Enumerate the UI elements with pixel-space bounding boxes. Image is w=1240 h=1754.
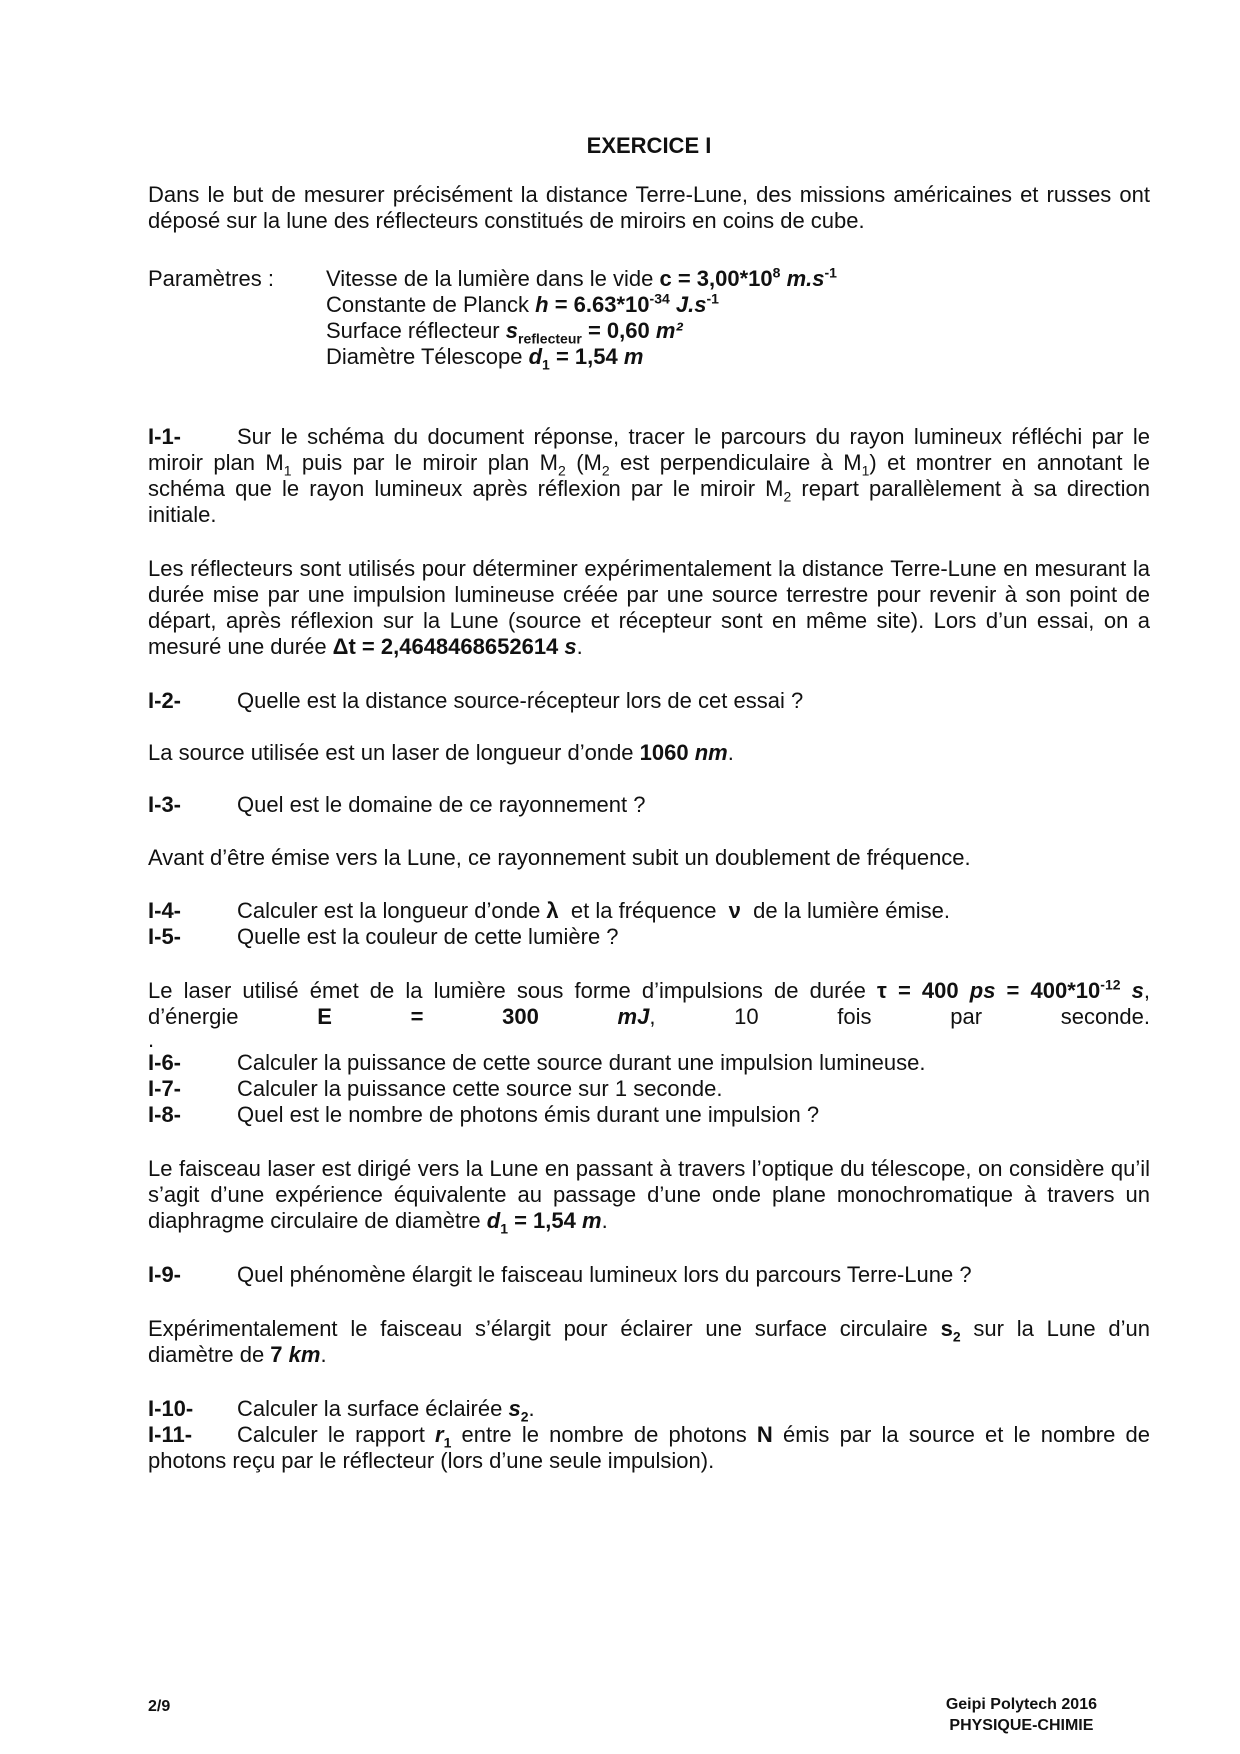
beam-paragraph: Le faisceau laser est dirigé vers la Lune en passant à travers l’optique du télescope, on considère qu’il s’agit d’une expérience équivalente au passage d’une onde plane monochromatique à travers un diaphragme circulaire de diamètre $d_1 = 1,54$ m. <box>148 1156 1150 1237</box>
question-i2: I-2- Quelle est la distance source-récepteur lors de cet essai ? <box>148 688 804 713</box>
stray-dot: . <box>148 1027 155 1052</box>
doubling-paragraph: Avant d’être émise vers la Lune, ce rayonnement subit un doublement de fréquence. <box>148 845 971 870</box>
param-surface: Surface réflecteur $s_{reflecteur} = 0,60$ m² <box>326 318 683 347</box>
laser-paragraph: La source utilisée est un laser de longueur d’onde 1060 nm. <box>148 740 734 765</box>
question-i4: I-4- Calculer est la longueur d’onde λ et la fréquence ν de la lumière émise. <box>148 898 951 923</box>
pulse-paragraph: Le laser utilisé émet de la lumière sous forme d’impulsions de durée τ = 400 ps = $400*10^{-12}$ s, d’énergie E = 300 mJ, 10 fois par seconde. <box>148 976 1150 1029</box>
params-list <box>326 264 837 373</box>
param-speed: Vitesse de la lumière dans le vide $c = 3,00*10^8$ $m.s^{-1}$ <box>326 264 837 291</box>
question-i1: I-1- Sur le schéma du document réponse, tracer le parcours du rayon lumineux réfléchi par le miroir plan $M_1$ puis par le miroir plan $M_2$ ($M_2$ est perpendiculaire à $M_1$) et montrer en annotant le schéma que le rayon lumineux après réflexion par le miroir $M_2$ repart parallèlement à sa direction initiale. <box>148 424 1151 527</box>
question-i10: I-10- Calculer la surface éclairée $s_2$. <box>148 1396 535 1425</box>
reflectors-paragraph: Les réflecteurs sont utilisés pour déterminer expérimentalement la distance Terre-Lune en mesurant la durée mise par une impulsion lumineuse créée par une source terrestre pour revenir à son point de départ, après réflexion sur la Lune (source et récepteur sont en même site). Lors d’un essai, on a mesuré une durée Δt = 2,4648468652614 s. <box>148 556 1150 659</box>
question-i8: I-8- Quel est le nombre de photons émis durant une impulsion ? <box>148 1102 820 1127</box>
question-i11: I-11- Calculer le rapport $r_1$ entre le nombre de photons N émis par la source et le nombre de photons reçu par le réflecteur (lors d’une seule impulsion). <box>148 1422 1150 1473</box>
param-diameter: Diamètre Télescope $d_1 = 1,54$ m <box>326 344 644 373</box>
intro-paragraph: Dans le but de mesurer précisément la distance Terre-Lune, des missions américaines et russes ont déposé sur la lune des réflecteurs constitués de miroirs en coins de cube. <box>148 182 1150 233</box>
question-i6: I-6- Calculer la puissance de cette source durant une impulsion lumineuse. <box>148 1050 926 1075</box>
question-i3: I-3- Quel est le domaine de ce rayonnement ? <box>148 792 646 817</box>
page-number: 2/9 <box>148 1698 171 1715</box>
question-i5: I-5- Quelle est la couleur de cette lumière ? <box>148 924 619 949</box>
params-label: Paramètres : <box>148 266 274 291</box>
exercise-title: EXERCICE I <box>586 133 712 158</box>
question-i9: I-9- Quel phénomène élargit le faisceau lumineux lors du parcours Terre-Lune ? <box>148 1262 972 1287</box>
spread-paragraph: Expérimentalement le faisceau s’élargit pour éclairer une surface circulaire $s_2$ sur la Lune d’un diamètre de 7 km. <box>148 1316 1150 1367</box>
param-planck: Constante de Planck $h = 6.63*10^{-34}$ $J.s^{-1}$ <box>326 290 719 317</box>
footer-source <box>946 1694 1097 1736</box>
footer-school: Geipi Polytech 2016 <box>945 1696 1097 1713</box>
question-i7: I-7- Calculer la puissance cette source sur 1 seconde. <box>148 1076 723 1101</box>
footer-subject: PHYSIQUE-CHIMIE <box>949 1717 1094 1734</box>
